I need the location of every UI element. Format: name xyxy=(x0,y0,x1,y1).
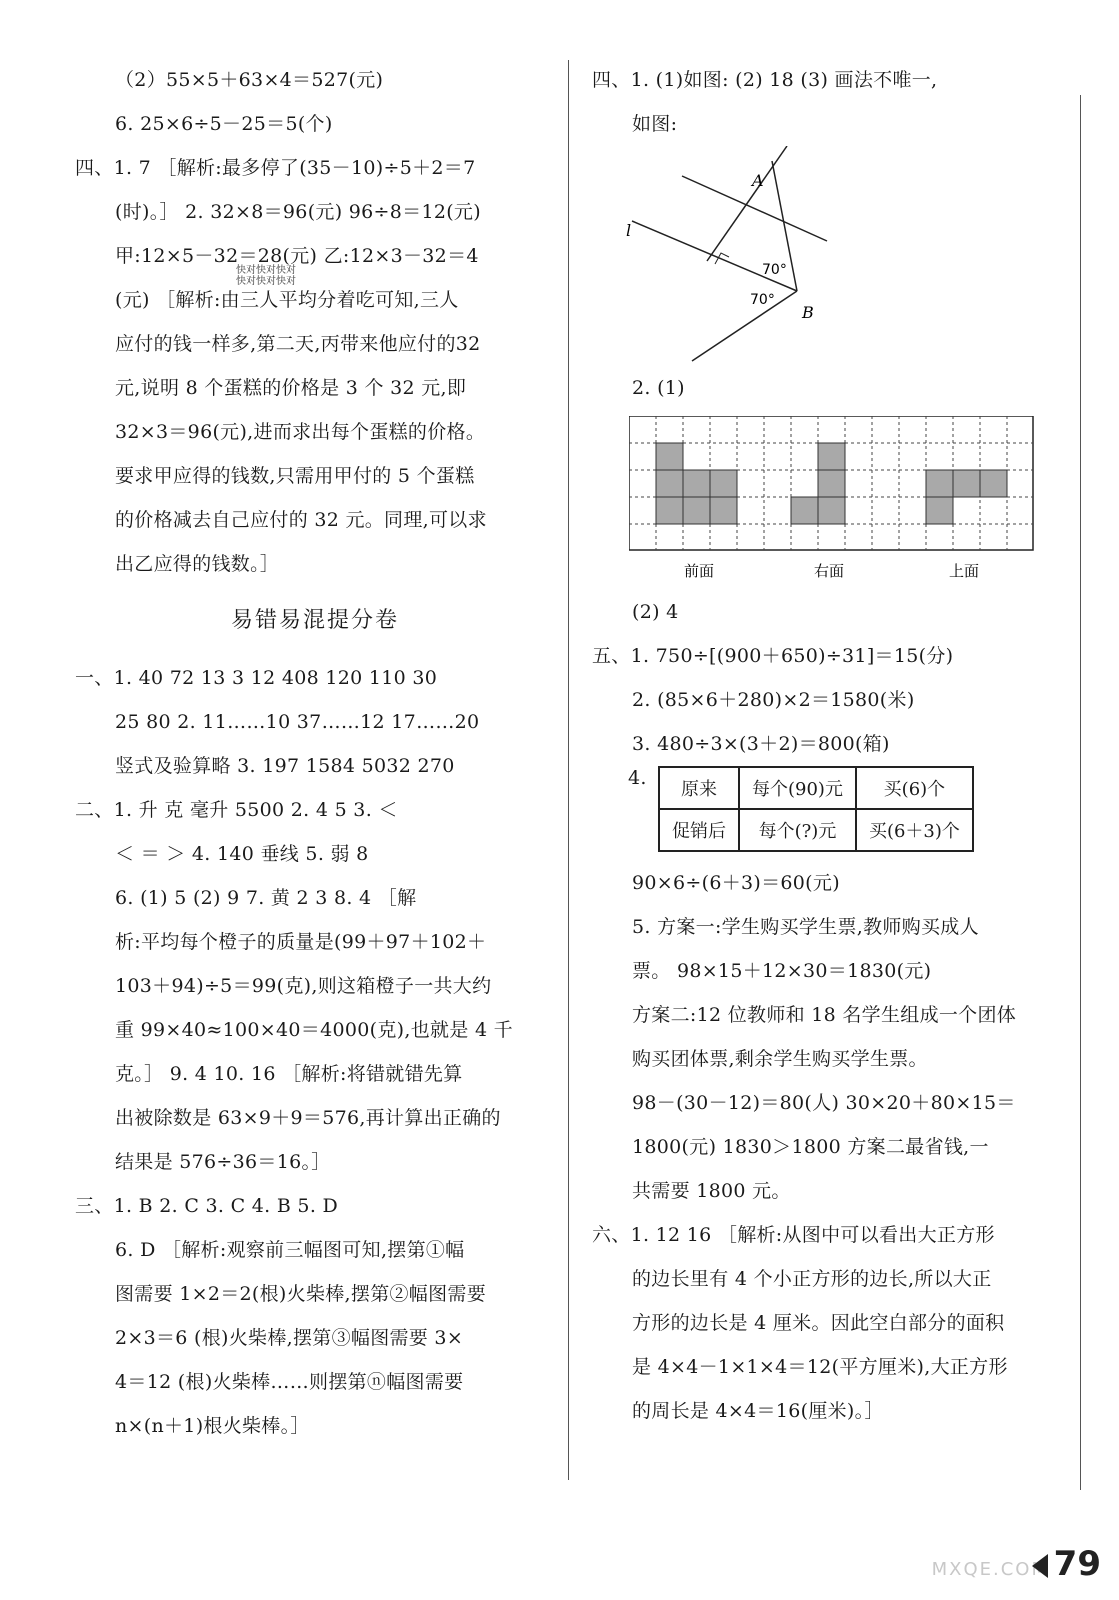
answer-line: 图需要 1×2＝2(根)火柴棒,摆第②幅图需要 xyxy=(115,1283,486,1305)
left-column xyxy=(75,58,555,1448)
answer-line: 结果是 576÷36＝16。］ xyxy=(115,1151,331,1173)
shaded-cell xyxy=(683,470,710,497)
lower-line xyxy=(692,291,797,361)
answer-line: 4＝12 (根)火柴棒……则摆第ⓝ幅图需要 xyxy=(115,1371,464,1393)
answer-line: 竖式及验算略 3. 197 1584 5032 270 xyxy=(115,755,455,777)
answer-line: 四、1. 7 ［解析:最多停了(35－10)÷5＋2＝7 xyxy=(75,157,476,179)
angle-label-1: 70° xyxy=(762,262,787,278)
table-row xyxy=(659,767,973,809)
shaded-cell xyxy=(818,443,845,470)
answer-line: 四、1. (1)如图: (2) 18 (3) 画法不唯一, xyxy=(592,69,938,91)
parallel-lines-diagram xyxy=(612,146,872,366)
shaded-cell xyxy=(656,443,683,470)
table-question-number: 4. xyxy=(628,767,647,789)
shaded-cell xyxy=(710,497,737,524)
answer-line: 3. 480÷3×(3＋2)＝800(箱) xyxy=(632,733,890,755)
answer-line: 甲:12×5－32＝28(元) 乙:12×3－32＝4 xyxy=(115,245,479,267)
answer-line: 98－(30－12)＝80(人) 30×20＋80×15＝ xyxy=(632,1092,1016,1114)
answer-line: （2）55×5＋63×4＝527(元) xyxy=(115,69,384,91)
shaded-cell xyxy=(818,470,845,497)
price-table-wrap xyxy=(592,766,1062,861)
label-b: B xyxy=(802,303,814,322)
angle-label-2: 70° xyxy=(750,292,775,308)
answer-line: ＜ ＝ ＞ 4. 140 垂线 5. 弱 8 xyxy=(115,843,369,865)
stamp-line: 快对快对快对 xyxy=(236,276,296,287)
table-cell: 买(6)个 xyxy=(856,767,973,809)
answer-line: 6. D ［解析:观察前三幅图可知,摆第①幅 xyxy=(115,1239,465,1261)
answer-line: (时)。］ 2. 32×8＝96(元) 96÷8＝12(元) xyxy=(115,201,481,223)
price-table xyxy=(658,766,974,852)
handwritten-stamp xyxy=(236,265,296,287)
answer-line: (元) ［解析:由三人平均分着吃可知,三人 xyxy=(115,289,459,311)
q2-label: 2. (1) xyxy=(632,377,685,399)
shaded-cell xyxy=(818,497,845,524)
answer-line: 的周长是 4×4＝16(厘米)。］ xyxy=(632,1400,884,1422)
answer-line: 2×3＝6 (根)火柴棒,摆第③幅图需要 3× xyxy=(115,1327,464,1349)
view-label-front: 前面 xyxy=(684,562,715,580)
answer-line: 二、1. 升 克 毫升 5500 2. 4 5 3. ＜ xyxy=(75,799,398,821)
page-number xyxy=(1032,1544,1101,1584)
table-cell: 促销后 xyxy=(659,809,739,851)
answer-line: 票。 98×15＋12×30＝1830(元) xyxy=(632,960,932,982)
answer-line: 元,说明 8 个蛋糕的价格是 3 个 32 元,即 xyxy=(115,377,467,399)
answer-line: 购买团体票,剩余学生购买学生票。 xyxy=(632,1048,928,1070)
right-answers-top xyxy=(592,58,1062,146)
answer-line: 五、1. 750÷[(900＋650)÷31]＝15(分) xyxy=(592,645,954,667)
answer-line: 方案二:12 位教师和 18 名学生组成一个团体 xyxy=(632,1004,1017,1026)
right-margin-line xyxy=(1080,95,1081,1490)
answer-line: 一、1. 40 72 13 3 12 408 120 110 30 xyxy=(75,667,438,689)
answer-line: 5. 方案一:学生购买学生票,教师购买成人 xyxy=(632,916,979,938)
three-view-figure xyxy=(592,410,1062,590)
answer-line: 方形的边长是 4 厘米。因此空白部分的面积 xyxy=(632,1312,1005,1334)
answer-line: 103＋94)÷5＝99(克),则这箱橙子一共大约 xyxy=(115,975,492,997)
table-cell: 每个(?)元 xyxy=(739,809,856,851)
view-label-top: 上面 xyxy=(949,562,980,580)
answer-line: 三、1. B 2. C 3. C 4. B 5. D xyxy=(75,1195,339,1217)
shaded-cell xyxy=(656,470,683,497)
answer-line: 六、1. 12 16 ［解析:从图中可以看出大正方形 xyxy=(592,1224,995,1246)
answer-line: 是 4×4－1×1×4＝12(平方厘米),大正方形 xyxy=(632,1356,1008,1378)
shaded-cell xyxy=(791,497,818,524)
answer-line: 6. (1) 5 (2) 9 7. 黄 2 3 8. 4 ［解 xyxy=(115,887,417,909)
answer-line: 出被除数是 63×9＋9＝576,再计算出正确的 xyxy=(115,1107,501,1129)
line-l xyxy=(632,221,797,291)
answer-line: 克。］ 9. 4 10. 16 ［解析:将错就错先算 xyxy=(115,1063,463,1085)
geometry-figure xyxy=(592,146,1062,366)
answer-line: 出乙应得的钱数。］ xyxy=(115,553,280,575)
left-answers-block xyxy=(75,58,555,586)
shaded-cell xyxy=(980,470,1007,497)
shaded-cell xyxy=(926,470,953,497)
right-column xyxy=(592,58,1062,1433)
answer-line: 共需要 1800 元。 xyxy=(632,1180,791,1202)
triangle-icon xyxy=(1032,1554,1048,1578)
answer-line: 要求甲应得的钱数,只需用甲付的 5 个蛋糕 xyxy=(115,465,475,487)
shaded-cell xyxy=(656,497,683,524)
page-number-text: 79 xyxy=(1053,1544,1101,1584)
answer-line: 重 99×40≈100×40＝4000(克),也就是 4 千 xyxy=(115,1019,513,1041)
answer-line: 25 80 2. 11……10 37……12 17……20 xyxy=(115,711,480,733)
answer-line: 1800(元) 1830＞1800 方案二最省钱,一 xyxy=(632,1136,989,1158)
table-cell: 原来 xyxy=(659,767,739,809)
table-cell: 每个(90)元 xyxy=(739,767,856,809)
q2-part2: (2) 4 xyxy=(632,601,679,623)
column-divider xyxy=(568,60,569,1480)
shaded-cell xyxy=(926,497,953,524)
three-view-grid xyxy=(629,416,1049,596)
watermark: MXQE.COM xyxy=(931,1559,1049,1580)
answer-line: n×(n＋1)根火柴棒。］ xyxy=(115,1415,310,1437)
shaded-cell xyxy=(953,470,980,497)
section-title: 易错易混提分卷 xyxy=(230,608,399,633)
answer-line: 2. (85×6＋280)×2＝1580(米) xyxy=(632,689,915,711)
shaded-cell xyxy=(710,470,737,497)
answer-line: 的边长里有 4 个小正方形的边长,所以大正 xyxy=(632,1268,992,1290)
right-answers-mid xyxy=(592,634,1062,766)
answer-line: 应付的钱一样多,第二天,丙带来他应付的32 xyxy=(115,333,481,355)
table-row xyxy=(659,809,973,851)
answer-line: 如图: xyxy=(632,113,678,135)
answer-line: 析:平均每个橙子的质量是(99＋97＋102＋ xyxy=(115,931,487,953)
answer-line: 32×3＝96(元),进而求出每个蛋糕的价格。 xyxy=(115,421,486,443)
answer-line: 的价格减去自己应付的 32 元。同理,可以求 xyxy=(115,509,487,531)
view-label-right: 右面 xyxy=(814,562,845,580)
stamp-line: 快对快对快对 xyxy=(236,265,296,276)
label-l: l xyxy=(626,221,632,240)
right-answers-bottom xyxy=(592,861,1062,1433)
answer-line: 90×6÷(6＋3)＝60(元) xyxy=(632,872,840,894)
shaded-cell xyxy=(683,497,710,524)
label-a: A xyxy=(752,171,764,190)
left-answers-block-2 xyxy=(75,656,555,1448)
perpendicular-line xyxy=(707,146,787,261)
answer-line: 6. 25×6÷5－25＝5(个) xyxy=(115,113,333,135)
table-cell: 买(6＋3)个 xyxy=(856,809,973,851)
